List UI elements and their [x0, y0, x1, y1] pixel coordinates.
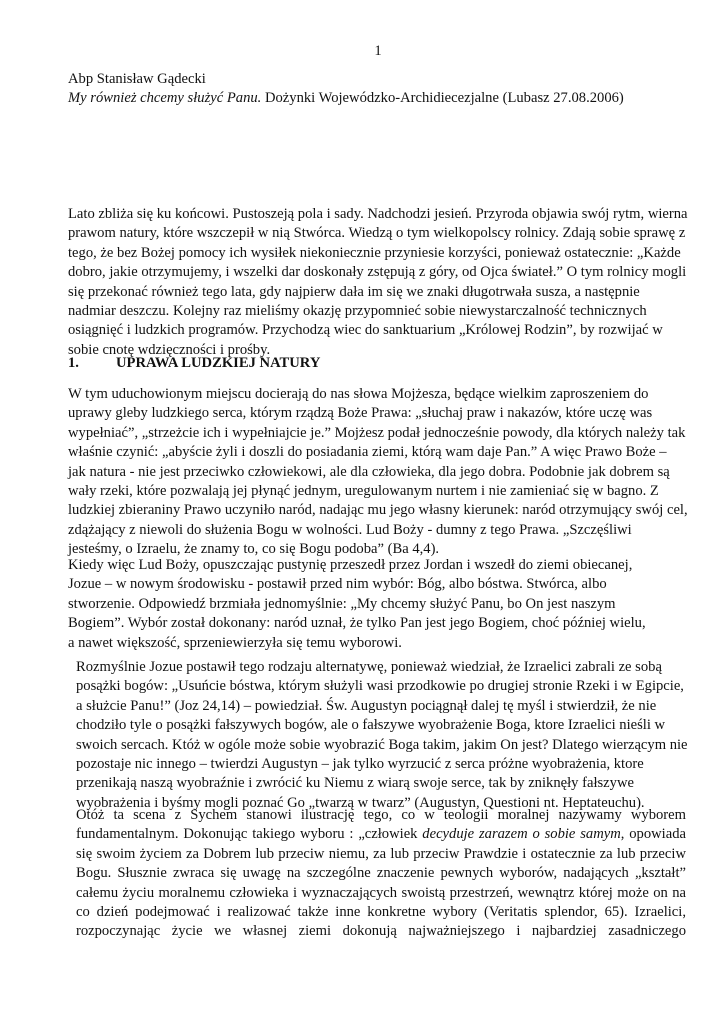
- paragraph-line: Otóż ta scena z Sychem stanowi ilustrację tego, co w teologii moralnej nazywamy wyborem: [76, 807, 686, 823]
- paragraph-line: właśnie czynić: „abyście żyli i doszli do posiadania ziemi, którą wam daje Pan.” A więc Prawo Boże –: [68, 444, 667, 461]
- paragraph-line: co dzień podejmować i realizować także inne konkretne wybory (Veritatis splendor, 65). Izraelici,: [76, 904, 686, 921]
- paragraph-line: a służcie Panu!” (Joz 24,14) – powiedział. Św. Augustyn pociągnął dalej tę myśl i stwierdził, że nie: [76, 697, 657, 714]
- intro-line: osiągnięć i ludzkich programów. Przychodzą wiec do sanktuarium „Królowej Rodzin”, by rozwijać w: [68, 322, 663, 339]
- intro-line: sobie cnotę wdzięczności i prośby.: [68, 341, 271, 358]
- intro-line: Lato zbliża się ku końcowi. Pustoszeją pola i sady. Nadchodzi jesień. Przyroda objawia swój rytm, wierna: [68, 206, 688, 222]
- paragraph-line: Rozmyślnie Jozue postawił tego rodzaju alternatywę, ponieważ wiedział, że Izraelici zabrali ze sobą: [76, 659, 662, 675]
- paragraph-line: [76, 825, 686, 844]
- paragraph-line: Bogu. Słusznie zwraca się uwagę na szczególne znaczenie pewnych wyborów, nadających „kształt”: [76, 865, 686, 882]
- section-title: UPRAWA LUDZKIEJ NATURY: [116, 355, 321, 371]
- intro-line: się przekonać również tego lata, gdy najpierw dała im się we znaki długotrwała susza, a następnie: [68, 283, 640, 300]
- paragraph-line: pozostaje nic innego – twierdzi Augustyn – jak tylko wyrzucić z serca próżne wyobrażenia, ktore: [76, 756, 644, 773]
- page-number: 1: [374, 43, 382, 59]
- paragraph-line: Jozue – w nowym środowisku - postawił przed nim wybór: Bóg, albo bóstwa. Stwórca, albo: [68, 576, 607, 593]
- paragraph-text: fundamentalnym. Dokonując takiego wyboru : „człowiek: [76, 826, 423, 843]
- paragraph-line: swoich sercach. Któż w ogóle może sobie wyobrazić Boga takim, jakim On jest? Dlatego wierzącym nie: [76, 736, 688, 753]
- paragraph-line: Bogiem”. Wybór został dokonany: naród uznał, że tylko Pan jest jego Bogiem, choć później wielu,: [68, 615, 646, 632]
- paragraph-text: , opowiada: [620, 826, 686, 843]
- paragraph-line: wały rzeki, które pozwalają jej płynąć jednym, uregulowanym nurtem i nie zamieniać się w bagno. Z: [68, 483, 659, 500]
- paragraph-line: się swoim życiem za Dobrem lub przeciw niemu, za lub przeciw Prawdzie i ostatecznie za lub przeciw: [76, 845, 686, 862]
- intro-line: dobro, jakie otrzymujemy, i wszelki dar doskonały zstępują z góry, od Ojca świateł.” O tym rolnicy mogli: [68, 264, 687, 281]
- intro-paragraph: [68, 205, 686, 360]
- paragraph-line: całemu życiu moralnemu człowieka i wyznaczających swoistą przestrzeń, wewnątrz której może on na: [76, 884, 686, 901]
- intro-line: tego, że bez Bożej pomocy ich wysiłek niekoniecznie przyniesie korzyści, ponieważ ostatecznie: „Każde: [68, 244, 681, 261]
- paragraph-2: [68, 556, 686, 653]
- author-line: Abp Stanisław Gądecki: [68, 71, 206, 87]
- paragraph-line: ludzkiej zbieraniny Prawo uczyniło naród, nadając mu jego własny kierunek: naród otrzymujący swój cel,: [68, 502, 688, 519]
- paragraph-line: przenikają naszą wyobraźnie i zwrócić ku Niemu z wiarą swoje serce, tak by zniknęły fałszywe: [76, 775, 634, 792]
- paragraph-line: zdążający z niewoli do służenia Bogu w wolności. Lud Boży - dumny z tego Prawa. „Szczęśliwi: [68, 521, 632, 538]
- title-line: [68, 89, 668, 108]
- section-number: 1.: [68, 355, 79, 371]
- paragraph-line: wyobrażenia i byśmy mogli poznać Go „twarzą w twarz” (Augustyn, Questioni nt. Heptateuchu).: [76, 794, 645, 811]
- paragraph-line: a nawet większość, sprzeniewierzyła się temu wyborowi.: [68, 634, 402, 651]
- intro-line: prawom natury, które wszczepił w nią Stwórca. Wiedzą o tym wielkopolscy rolnicy. Zdają sobie sprawę z: [68, 225, 686, 242]
- paragraph-line: rozpoczynając życie we własnej ziemi dokonują najważniejszego i najbardziej zasadniczego: [76, 923, 686, 940]
- paragraph-line: jak natura - nie jest przeciwko człowiekowi, ale dla człowieka, dla jego dobra. Podobnie jak dobrem są: [68, 463, 670, 480]
- title-rest: Dożynki Wojewódzko-Archidiecezjalne (Lubasz 27.08.2006): [261, 90, 624, 107]
- title-italic: My również chcemy służyć Panu.: [68, 90, 262, 107]
- section-heading: [68, 354, 320, 373]
- intro-line: nadmiar deszczu. Kolejny raz mieliśmy okazję przypomnieć sobie niewystarczalność technicznych: [68, 303, 647, 320]
- paragraph-3: [76, 658, 694, 813]
- paragraph-line: Kiedy więc Lud Boży, opuszczając pustynię przeszedł przez Jordan i wszedł do ziemi obiecanej,: [68, 557, 633, 573]
- paragraph-line: jesteśmy, o Izraelu, że znamy to, co się Bogu podoba” (Ba 4,4).: [68, 541, 440, 558]
- paragraph-line: W tym uduchowionym miejscu docierają do nas słowa Mojżesza, będące wielkim zaproszeniem do: [68, 386, 649, 402]
- paragraph-line: stworzenie. Odpowiedź brzmiała jednomyślnie: „My chcemy służyć Panu, bo On jest naszym: [68, 595, 616, 612]
- paragraph-1: [68, 385, 686, 560]
- document-header: [68, 70, 668, 109]
- italic-phrase: decyduje zarazem o sobie samym: [422, 826, 621, 843]
- paragraph-line: chodziło tyle o posążki fałszywych bogów, ale o fałszywe wyobrażenie Boga, ktore Izraelici nieśli w: [76, 717, 666, 734]
- paragraph-line: wypełniać”, „strzeżcie ich i wypełniajcie je.” Mojżesz podał jednocześnie powody, dla których należy tak: [68, 424, 686, 441]
- paragraph-4: [76, 806, 686, 942]
- paragraph-line: posążki bogów: „Usuńcie bóstwa, którym służyli wasi przodkowie po drugiej stronie Rzeki i w Egipcie,: [76, 678, 684, 695]
- paragraph-line: uprawy gleby ludzkiego serca, którym rządzą Boże Prawa: „słuchaj praw i nakazów, które uczę was: [68, 405, 653, 422]
